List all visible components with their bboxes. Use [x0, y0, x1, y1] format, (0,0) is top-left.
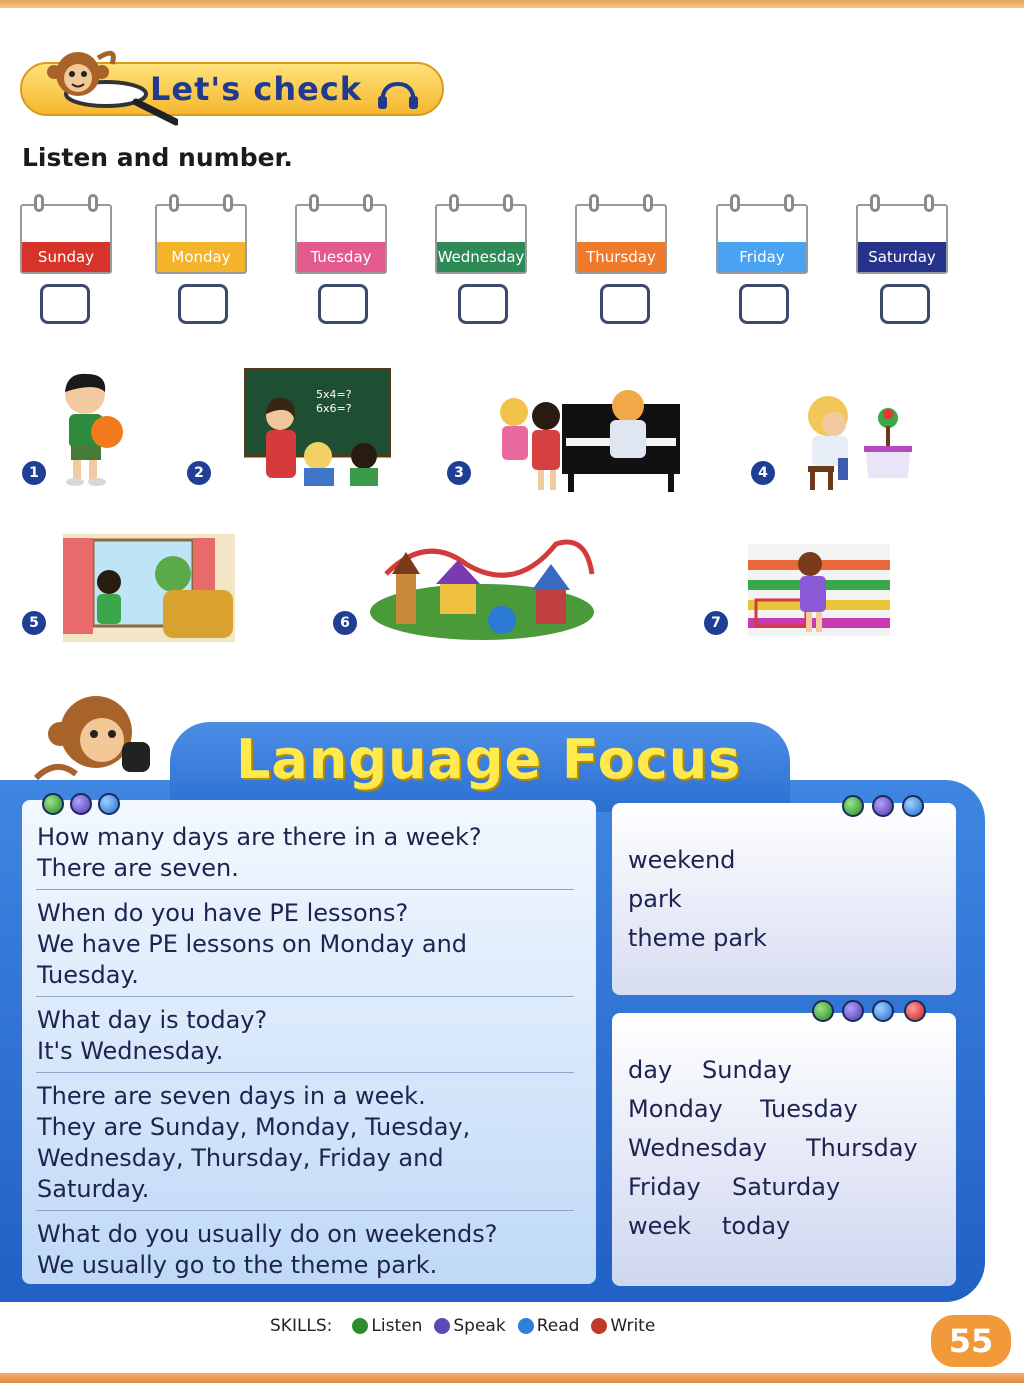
calendar-ring-icon — [924, 194, 934, 212]
skills-label: SKILLS: — [270, 1316, 333, 1336]
language-focus-title: Language Focus — [236, 728, 742, 791]
read-dot-icon — [518, 1318, 534, 1334]
skill-label: Listen — [371, 1316, 423, 1336]
svg-text:5x4=?: 5x4=? — [316, 388, 352, 401]
dialogue-divider — [36, 1210, 574, 1211]
dialogue-line: We usually go to the theme park. — [37, 1251, 438, 1279]
dialogue-line: What day is today? — [37, 1006, 268, 1034]
calendar-ring-icon — [870, 194, 880, 212]
calendar-ring-icon — [309, 194, 319, 212]
dialogue-line: There are seven days in a week. — [37, 1082, 426, 1110]
boy-drawing-icon — [798, 394, 914, 490]
calendar-ring-icon — [589, 194, 599, 212]
dialogue-line: They are Sunday, Monday, Tuesday, — [37, 1113, 471, 1141]
calendar-ring-icon — [223, 194, 233, 212]
picture-number-2: 2 — [187, 461, 211, 485]
page-number-badge: 55 — [928, 1312, 1014, 1370]
listen-dot-icon — [812, 1000, 834, 1022]
answer-box-tuesday[interactable] — [318, 284, 368, 324]
read-dot-icon — [872, 1000, 894, 1022]
vocab-word: park — [628, 885, 682, 913]
vocab-word: week — [628, 1212, 692, 1240]
answer-box-thursday[interactable] — [600, 284, 650, 324]
speak-dot-icon — [70, 793, 92, 815]
dialogue-divider — [36, 1072, 574, 1073]
vocab-word: Thursday — [806, 1134, 918, 1162]
dialogue-line: When do you have PE lessons? — [37, 899, 409, 927]
picture-number-3: 3 — [447, 461, 471, 485]
dialogue-line: There are seven. — [37, 854, 239, 882]
picture-number-6: 6 — [333, 611, 357, 635]
calendar-saturday — [856, 194, 948, 276]
dialogue-line: What do you usually do on weekends? — [37, 1220, 498, 1248]
calendar-ring-icon — [730, 194, 740, 212]
calendar-tuesday — [295, 194, 387, 276]
dialogue-line: We have PE lessons on Monday and — [37, 930, 468, 958]
girl-shopping-icon — [748, 544, 890, 636]
picture-number-1: 1 — [22, 461, 46, 485]
calendar-day-label: Tuesday — [297, 242, 385, 272]
headphones-icon — [376, 80, 420, 110]
read-dot-icon — [902, 795, 924, 817]
dialogue-line: It's Wednesday. — [37, 1037, 224, 1065]
girl-at-window-icon — [63, 534, 235, 642]
listen-dot-icon — [352, 1318, 368, 1334]
picture-number-5: 5 — [22, 611, 46, 635]
calendar-page — [435, 204, 527, 274]
vocab-word: Wednesday — [628, 1134, 767, 1162]
vocab-word: Tuesday — [760, 1095, 858, 1123]
calendar-day-label: Thursday — [577, 242, 665, 272]
vocab-word: Friday — [628, 1173, 701, 1201]
skill-label: Speak — [453, 1316, 506, 1336]
speak-dot-icon — [872, 795, 894, 817]
calendar-ring-icon — [88, 194, 98, 212]
calendar-ring-icon — [643, 194, 653, 212]
vocab-word: today — [722, 1212, 791, 1240]
vocab-word: theme park — [628, 924, 767, 952]
lets-check-title: Let's check — [150, 70, 363, 108]
bottom-border — [0, 1373, 1024, 1383]
calendar-ring-icon — [784, 194, 794, 212]
write-dot-icon — [591, 1318, 607, 1334]
answer-box-saturday[interactable] — [880, 284, 930, 324]
calendar-page — [716, 204, 808, 274]
top-border — [0, 0, 1024, 8]
calendar-day-label: Monday — [157, 242, 245, 272]
answer-box-monday[interactable] — [178, 284, 228, 324]
vocab-word: Monday — [628, 1095, 723, 1123]
listen-and-number-instruction: Listen and number. — [22, 143, 293, 172]
calendar-day-label: Sunday — [22, 242, 110, 272]
speak-dot-icon — [842, 1000, 864, 1022]
vocab-word: Saturday — [732, 1173, 841, 1201]
theme-park-icon — [366, 534, 598, 642]
answer-box-friday[interactable] — [739, 284, 789, 324]
calendar-page — [856, 204, 948, 274]
boy-with-ball-icon — [55, 370, 127, 488]
listen-dot-icon — [842, 795, 864, 817]
skills-legend — [270, 1316, 655, 1336]
calendar-ring-icon — [503, 194, 513, 212]
calendar-ring-icon — [169, 194, 179, 212]
svg-text:6x6=?: 6x6=? — [316, 402, 352, 415]
write-dot-icon — [904, 1000, 926, 1022]
calendar-day-label: Saturday — [858, 242, 946, 272]
calendar-page — [20, 204, 112, 274]
calendar-ring-icon — [449, 194, 459, 212]
calendar-thursday — [575, 194, 667, 276]
vocab-word: Sunday — [702, 1056, 792, 1084]
monkey-headphones-icon — [26, 688, 176, 788]
dialogue-line: Wednesday, Thursday, Friday and — [37, 1144, 444, 1172]
calendar-page — [295, 204, 387, 274]
calendar-page — [575, 204, 667, 274]
calendar-wednesday — [435, 194, 527, 276]
calendar-day-label: Friday — [718, 242, 806, 272]
piano-lesson-icon — [488, 386, 682, 494]
dialogue-divider — [36, 889, 574, 890]
dialogue-line: Tuesday. — [37, 961, 139, 989]
read-dot-icon — [98, 793, 120, 815]
calendar-page — [155, 204, 247, 274]
calendar-day-label: Wednesday — [437, 242, 525, 272]
answer-box-sunday[interactable] — [40, 284, 90, 324]
vocab-word: weekend — [628, 846, 736, 874]
picture-number-4: 4 — [751, 461, 775, 485]
skill-label: Read — [536, 1316, 580, 1336]
dialogue-divider — [36, 996, 574, 997]
skill-label: Write — [610, 1316, 656, 1336]
calendar-monday — [155, 194, 247, 276]
answer-box-wednesday[interactable] — [458, 284, 508, 324]
dialogue-line: Saturday. — [37, 1175, 150, 1203]
listen-dot-icon — [42, 793, 64, 815]
calendar-ring-icon — [363, 194, 373, 212]
dialogue-line: How many days are there in a week? — [37, 823, 482, 851]
calendar-ring-icon — [34, 194, 44, 212]
vocab-word: day — [628, 1056, 673, 1084]
blackboard-class-icon — [244, 368, 391, 486]
picture-number-7: 7 — [704, 611, 728, 635]
calendar-friday — [716, 194, 808, 276]
speak-dot-icon — [434, 1318, 450, 1334]
calendar-sunday — [20, 194, 112, 276]
